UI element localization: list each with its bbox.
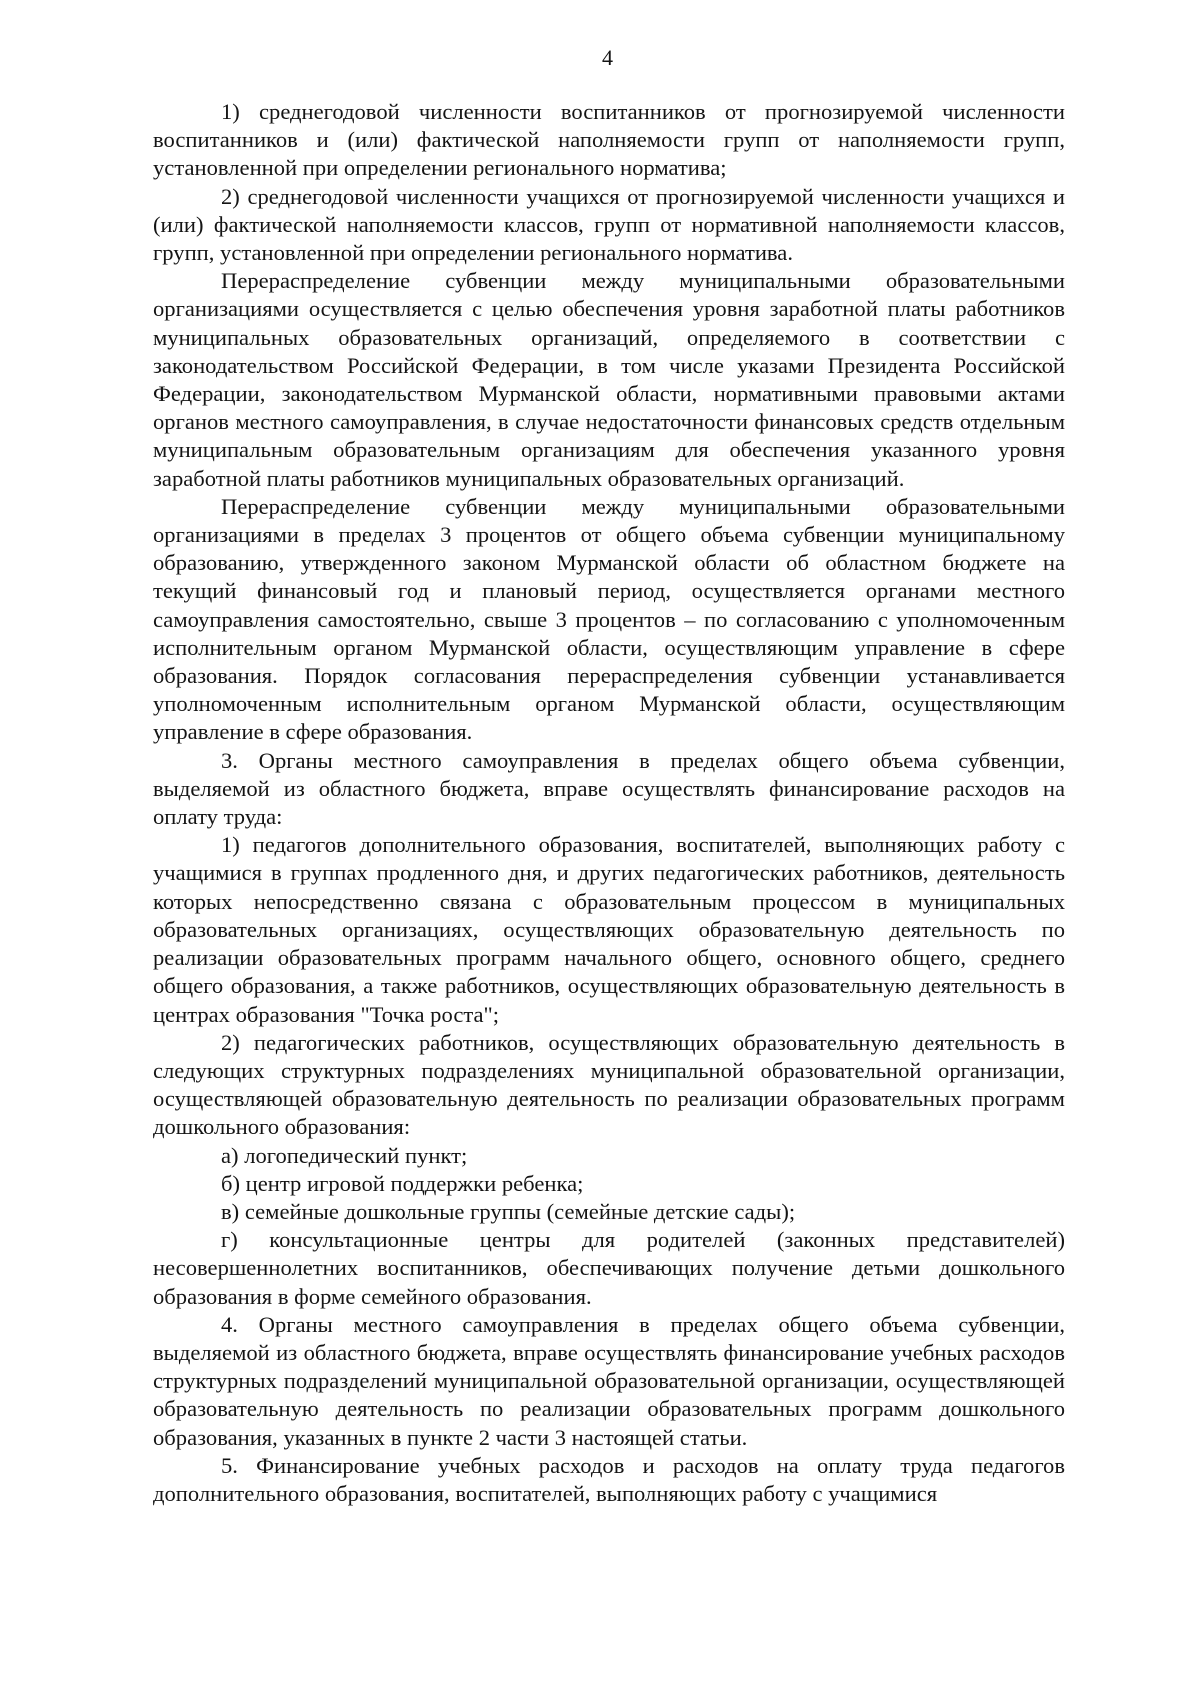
paragraph-3: Перераспределение субвенции между муниципальными образовательными организациями осуществляется с целью обеспечения уровня заработной платы работников муниципальных образовательных организаций, определяемого в соответствии с законодательством Российской Федерации, в том числе указами Президента Российской Федерации, законодательством Мурманской области, нормативными правовыми актами органов местного самоуправления, в случае недостаточности финансовых средств отдельным муниципальным образовательным организациям для обеспечения указанного уровня заработной платы работников муниципальных образовательных организаций. xyxy=(153,268,1065,491)
paragraph-7: 2) педагогических работников, осуществляющих образовательную деятельность в следующих структурных подразделениях муниципальной образовательной организации, осуществляющей образовательную деятельность по реализации образовательных программ дошкольного образования: xyxy=(153,1029,1065,1140)
paragraph-9: 5. Финансирование учебных расходов и расходов на оплату труда педагогов дополнительного образования, воспитателей, выполняющих работу с учащимися xyxy=(153,1452,1065,1506)
page-number: 4 xyxy=(602,45,613,70)
paragraph-5: 3. Органы местного самоуправления в пределах общего объема субвенции, выделяемой из областного бюджета, вправе осуществлять финансирование расходов на оплату труда: xyxy=(153,747,1065,830)
paragraph-6: 1) педагогов дополнительного образования, воспитателей, выполняющих работу с учащимися в группах продленного дня, и других педагогических работников, деятельность которых непосредственно связана с образовательным процессом в муниципальных образовательных организациях, осуществляющих образовательную деятельность по реализации образовательных программ начального общего, основного общего, среднего общего образования, а также работников, осуществляющих образовательную деятельность в центрах образования "Точка роста"; xyxy=(153,832,1065,1027)
paragraph-1: 1) среднегодовой численности воспитанников от прогнозируемой численности воспитанников и (или) фактической наполняемости групп от наполняемости групп, установленной при определении регионального норматива; xyxy=(153,99,1065,181)
paragraph-2: 2) среднегодовой численности учащихся от прогнозируемой численности учащихся и (или) фактической наполняемости классов, групп от нормативной наполняемости классов, групп, установленной при определении регионального норматива. xyxy=(153,183,1065,266)
paragraph-4: Перераспределение субвенции между муниципальными образовательными организациями в пределах 3 процентов от общего объема субвенции муниципальному образованию, утвержденного законом Мурманской области об областном бюджете на текущий финансовый год и плановый период, осуществляется органами местного самоуправления самостоятельно, свыше 3 процентов – по согласованию с уполномоченным исполнительным органом Мурманской области, осуществляющим управление в сфере образования. Порядок согласования перераспределения субвенции устанавливается уполномоченным исполнительным органом Мурманской области, осуществляющим управление в сфере образования. xyxy=(153,493,1065,745)
list-item-d: г) консультационные центры для родителей (законных представителей) несовершеннолетних воспитанников, обеспечивающих получение детьми дошкольного образования в форме семейного образования. xyxy=(153,1227,1065,1309)
paragraph-8: 4. Органы местного самоуправления в пределах общего объема субвенции, выделяемой из областного бюджета, вправе осуществлять финансирование учебных расходов структурных подразделений муниципальной образовательной организации, осуществляющей образовательную деятельность по реализации образовательных программ дошкольного образования, указанных в пункте 2 части 3 настоящей статьи. xyxy=(153,1311,1065,1450)
document-body xyxy=(153,98,1065,1508)
list-item-b: б) центр игровой поддержки ребенка; xyxy=(221,1170,584,1196)
list-item-c: в) семейные дошкольные группы (семейные детские сады); xyxy=(221,1198,796,1224)
list-item-a: а) логопедический пункт; xyxy=(221,1142,468,1168)
